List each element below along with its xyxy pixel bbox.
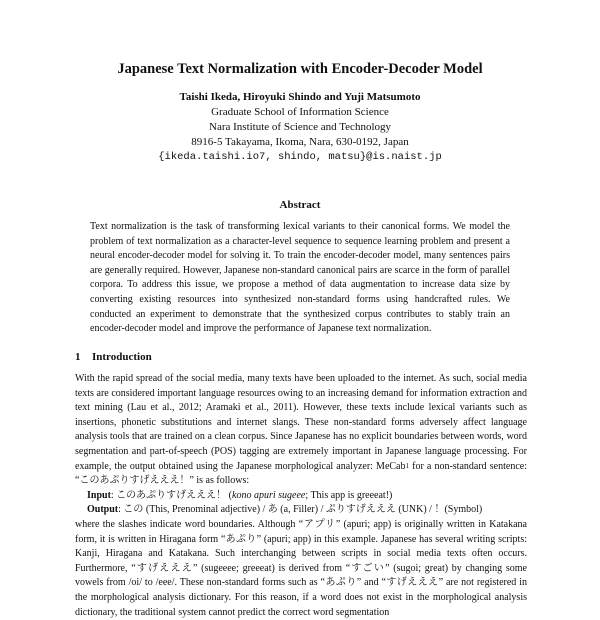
intro-paragraph-1: [75, 372, 527, 489]
author-block: [0, 90, 600, 165]
input-gloss: ; This app is greeeat!): [305, 489, 393, 501]
intro-paragraph-1-tail: for a non-standard sentence: “このあぷりすげえええ！” is as follows:: [75, 460, 527, 487]
section-title: Introduction: [92, 351, 152, 363]
introduction-body: [75, 372, 527, 620]
author-email: {ikeda.taishi.io7, shindo, matsu}@is.naist.jp: [158, 151, 442, 163]
abstract-text: Text normalization is the task of transforming lexical variants to their canonical forms. We model the problem of text normalization as a character-level sequence to sequence learning problem and present a neural encoder-decoder model for solving it. To train the encoder-decoder model, many sentences pairs are generally required. However, Japanese non-standard canonical pairs are scarce in the form of parallel corpora. To address this issue, we propose a method of data augmentation to increase data size by converting existing resources into synthesized non-standard forms using handcrafted rules. We conducted an experiment to demonstrate that the synthesized corpus contributes to stably train an encoder-decoder model and improve the performance of Japanese text normalization.: [90, 221, 510, 335]
address-line: 8916-5 Takayama, Ikoma, Nara, 630-0192, Japan: [191, 136, 409, 148]
author-names: Taishi Ikeda, Hiroyuki Shindo and Yuji Matsumoto: [179, 91, 421, 103]
affiliation-line-2: Nara Institute of Science and Technology: [209, 121, 391, 133]
section-number: 1: [75, 351, 81, 363]
example-input-line: [75, 489, 527, 504]
affiliation-line-1: Graduate School of Information Science: [211, 106, 389, 118]
output-label: Output: [87, 504, 119, 516]
abstract-heading: Abstract: [279, 199, 321, 211]
input-label: Input: [87, 489, 111, 501]
footnote-marker: 1: [405, 461, 409, 470]
section-heading-introduction: [75, 351, 152, 363]
intro-paragraph-1-text: With the rapid spread of the social media, many texts have been uploaded to the internet. As such, social media texts are considered important language resources owing to an increasing demand for information extraction and text mining (Lau et al., 2012; Aramaki et al., 2011). However, these texts include lexical variants such as insertions, phonetic substitutions and internet slangs. These non-standard forms adversely affect language analysis tools that are trained on a clean corpus. Since Japanese has no explicit boundaries between words, word segmentation and part-of-speech (POS) tagging are extremely important in Japanese language processing. For example, the output obtained using the Japanese morphological analyzer: MeCab: [75, 373, 527, 472]
paper-title: Japanese Text Normalization with Encoder-Decoder Model: [117, 61, 483, 77]
output-text: : この (This, Prenominal adjective) / あ (a, Filler) / ぷりすげえええ (UNK) / ！(Symbol): [118, 504, 483, 516]
input-text: : このあぷりすげえええ！ (: [110, 489, 233, 501]
intro-paragraph-2: where the slashes indicate word boundaries. Although “アプリ” (apuri; app) is originally written in Katakana form, it is written in Hiragana form “あぷり” (apuri; app) in this example. Japanese has several writing scripts: Kanji, Hiragana and Katakana. Such interchanging between scripts in social media texts often occurs. Furthermore, “すげえええ” (sugeeee; greeeat) is derived from “すごい” (sugoi; great) by changing some vowels from /oi/ to /eee/. These non-standard forms such as “あぷり” and “すげえええ” are not registered in the morphological analysis dictionary. For this reason, if a word does not exist in the morphological analysis dictionary, the traditional system cannot predict the correct word segmentation: [75, 518, 527, 618]
example-output-line: [75, 503, 527, 518]
input-romaji: kono apuri sugeee: [232, 489, 306, 501]
